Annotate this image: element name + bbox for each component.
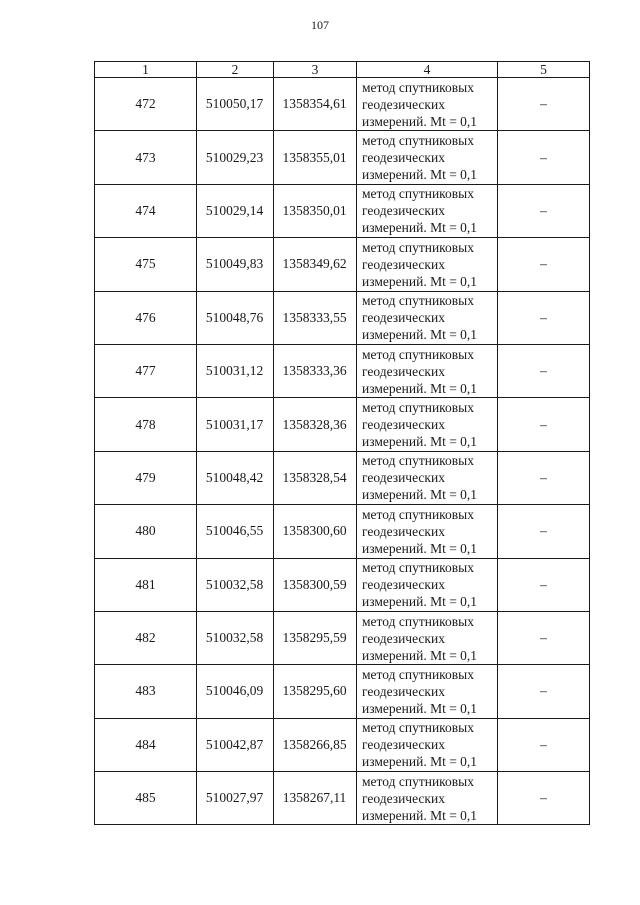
method-cell — [357, 398, 498, 451]
table-row — [95, 718, 590, 771]
note-cell: – — [498, 665, 590, 718]
x-coordinate-cell: 510048,42 — [197, 451, 274, 504]
note-cell: – — [498, 184, 590, 237]
table-row — [95, 772, 590, 825]
note-cell: – — [498, 451, 590, 504]
column-header-1: 1 — [95, 62, 197, 78]
y-coordinate-cell: 1358328,54 — [274, 451, 357, 504]
y-coordinate-cell: 1358300,59 — [274, 558, 357, 611]
method-line: метод спутниковых — [362, 186, 474, 202]
method-line: геодезических — [362, 150, 445, 166]
method-line: измерений. Mt = 0,1 — [362, 113, 478, 129]
x-coordinate-cell: 510050,17 — [197, 78, 274, 131]
method-cell — [357, 505, 498, 558]
table-row — [95, 184, 590, 237]
method-line: геодезических — [362, 417, 445, 433]
method-line: измерений. Mt = 0,1 — [362, 434, 478, 450]
method-line: измерений. Mt = 0,1 — [362, 220, 478, 236]
method-line: метод спутниковых — [362, 293, 474, 309]
method-cell — [357, 558, 498, 611]
method-cell — [357, 131, 498, 184]
note-cell: – — [498, 398, 590, 451]
method-line: метод спутниковых — [362, 133, 474, 149]
table-row — [95, 238, 590, 291]
method-cell — [357, 184, 498, 237]
note-cell: – — [498, 718, 590, 771]
method-line: измерений. Mt = 0,1 — [362, 540, 478, 556]
y-coordinate-cell: 1358333,36 — [274, 344, 357, 397]
point-number-cell: 480 — [95, 505, 197, 558]
note-cell: – — [498, 78, 590, 131]
note-cell: – — [498, 558, 590, 611]
y-coordinate-cell: 1358295,59 — [274, 611, 357, 664]
point-number-cell: 474 — [95, 184, 197, 237]
table-row — [95, 451, 590, 504]
method-line: геодезических — [362, 256, 445, 272]
method-line: геодезических — [362, 790, 445, 806]
method-line: измерений. Mt = 0,1 — [362, 754, 478, 770]
method-line: геодезических — [362, 203, 445, 219]
x-coordinate-cell: 510042,87 — [197, 718, 274, 771]
point-number-cell: 481 — [95, 558, 197, 611]
x-coordinate-cell: 510032,58 — [197, 611, 274, 664]
note-cell: – — [498, 772, 590, 825]
method-line: измерений. Mt = 0,1 — [362, 167, 478, 183]
column-header-3: 3 — [274, 62, 357, 78]
note-cell: – — [498, 238, 590, 291]
y-coordinate-cell: 1358300,60 — [274, 505, 357, 558]
point-number-cell: 475 — [95, 238, 197, 291]
x-coordinate-cell: 510048,76 — [197, 291, 274, 344]
y-coordinate-cell: 1358349,62 — [274, 238, 357, 291]
method-line: измерений. Mt = 0,1 — [362, 594, 478, 610]
x-coordinate-cell: 510046,09 — [197, 665, 274, 718]
method-cell — [357, 291, 498, 344]
column-header-2: 2 — [197, 62, 274, 78]
y-coordinate-cell: 1358267,11 — [274, 772, 357, 825]
method-line: метод спутниковых — [362, 400, 474, 416]
x-coordinate-cell: 510031,17 — [197, 398, 274, 451]
note-cell: – — [498, 611, 590, 664]
method-line: геодезических — [362, 310, 445, 326]
method-line: метод спутниковых — [362, 613, 474, 629]
method-cell — [357, 611, 498, 664]
table-row — [95, 344, 590, 397]
method-line: геодезических — [362, 737, 445, 753]
point-number-cell: 473 — [95, 131, 197, 184]
point-number-cell: 477 — [95, 344, 197, 397]
method-line: измерений. Mt = 0,1 — [362, 380, 478, 396]
method-line: измерений. Mt = 0,1 — [362, 327, 478, 343]
method-line: метод спутниковых — [362, 560, 474, 576]
point-number-cell: 483 — [95, 665, 197, 718]
method-line: геодезических — [362, 630, 445, 646]
method-cell — [357, 665, 498, 718]
y-coordinate-cell: 1358266,85 — [274, 718, 357, 771]
point-number-cell: 478 — [95, 398, 197, 451]
method-line: геодезических — [362, 683, 445, 699]
x-coordinate-cell: 510029,23 — [197, 131, 274, 184]
method-cell — [357, 78, 498, 131]
point-number-cell: 484 — [95, 718, 197, 771]
method-line: измерений. Mt = 0,1 — [362, 647, 478, 663]
note-cell: – — [498, 131, 590, 184]
method-line: измерений. Mt = 0,1 — [362, 807, 478, 823]
y-coordinate-cell: 1358350,01 — [274, 184, 357, 237]
method-cell — [357, 772, 498, 825]
note-cell: – — [498, 291, 590, 344]
point-number-cell: 476 — [95, 291, 197, 344]
table-row — [95, 78, 590, 131]
y-coordinate-cell: 1358295,60 — [274, 665, 357, 718]
method-line: метод спутниковых — [362, 239, 474, 255]
y-coordinate-cell: 1358355,01 — [274, 131, 357, 184]
x-coordinate-cell: 510031,12 — [197, 344, 274, 397]
method-line: измерений. Mt = 0,1 — [362, 700, 478, 716]
table-row — [95, 665, 590, 718]
method-cell — [357, 344, 498, 397]
method-cell — [357, 238, 498, 291]
table-row — [95, 291, 590, 344]
table-row — [95, 558, 590, 611]
x-coordinate-cell: 510049,83 — [197, 238, 274, 291]
point-number-cell: 479 — [95, 451, 197, 504]
method-line: метод спутниковых — [362, 79, 474, 95]
method-line: метод спутниковых — [362, 666, 474, 682]
method-cell — [357, 451, 498, 504]
table-row — [95, 611, 590, 664]
x-coordinate-cell: 510029,14 — [197, 184, 274, 237]
y-coordinate-cell: 1358354,61 — [274, 78, 357, 131]
x-coordinate-cell: 510032,58 — [197, 558, 274, 611]
y-coordinate-cell: 1358333,55 — [274, 291, 357, 344]
point-number-cell: 482 — [95, 611, 197, 664]
method-line: измерений. Mt = 0,1 — [362, 273, 478, 289]
point-number-cell: 472 — [95, 78, 197, 131]
point-number-cell: 485 — [95, 772, 197, 825]
table-row — [95, 505, 590, 558]
table-row — [95, 131, 590, 184]
method-cell — [357, 718, 498, 771]
method-line: метод спутниковых — [362, 720, 474, 736]
y-coordinate-cell: 1358328,36 — [274, 398, 357, 451]
table-header-row — [95, 62, 590, 78]
method-line: метод спутниковых — [362, 346, 474, 362]
method-line: метод спутниковых — [362, 773, 474, 789]
method-line: геодезических — [362, 96, 445, 112]
method-line: геодезических — [362, 470, 445, 486]
method-line: измерений. Mt = 0,1 — [362, 487, 478, 503]
method-line: геодезических — [362, 363, 445, 379]
method-line: метод спутниковых — [362, 453, 474, 469]
table-row — [95, 398, 590, 451]
coordinates-table — [94, 61, 590, 825]
note-cell: – — [498, 505, 590, 558]
column-header-4: 4 — [357, 62, 498, 78]
page-number: 107 — [311, 18, 329, 32]
method-line: метод спутниковых — [362, 506, 474, 522]
x-coordinate-cell: 510046,55 — [197, 505, 274, 558]
column-header-5: 5 — [498, 62, 590, 78]
note-cell: – — [498, 344, 590, 397]
x-coordinate-cell: 510027,97 — [197, 772, 274, 825]
method-line: геодезических — [362, 577, 445, 593]
method-line: геодезических — [362, 523, 445, 539]
